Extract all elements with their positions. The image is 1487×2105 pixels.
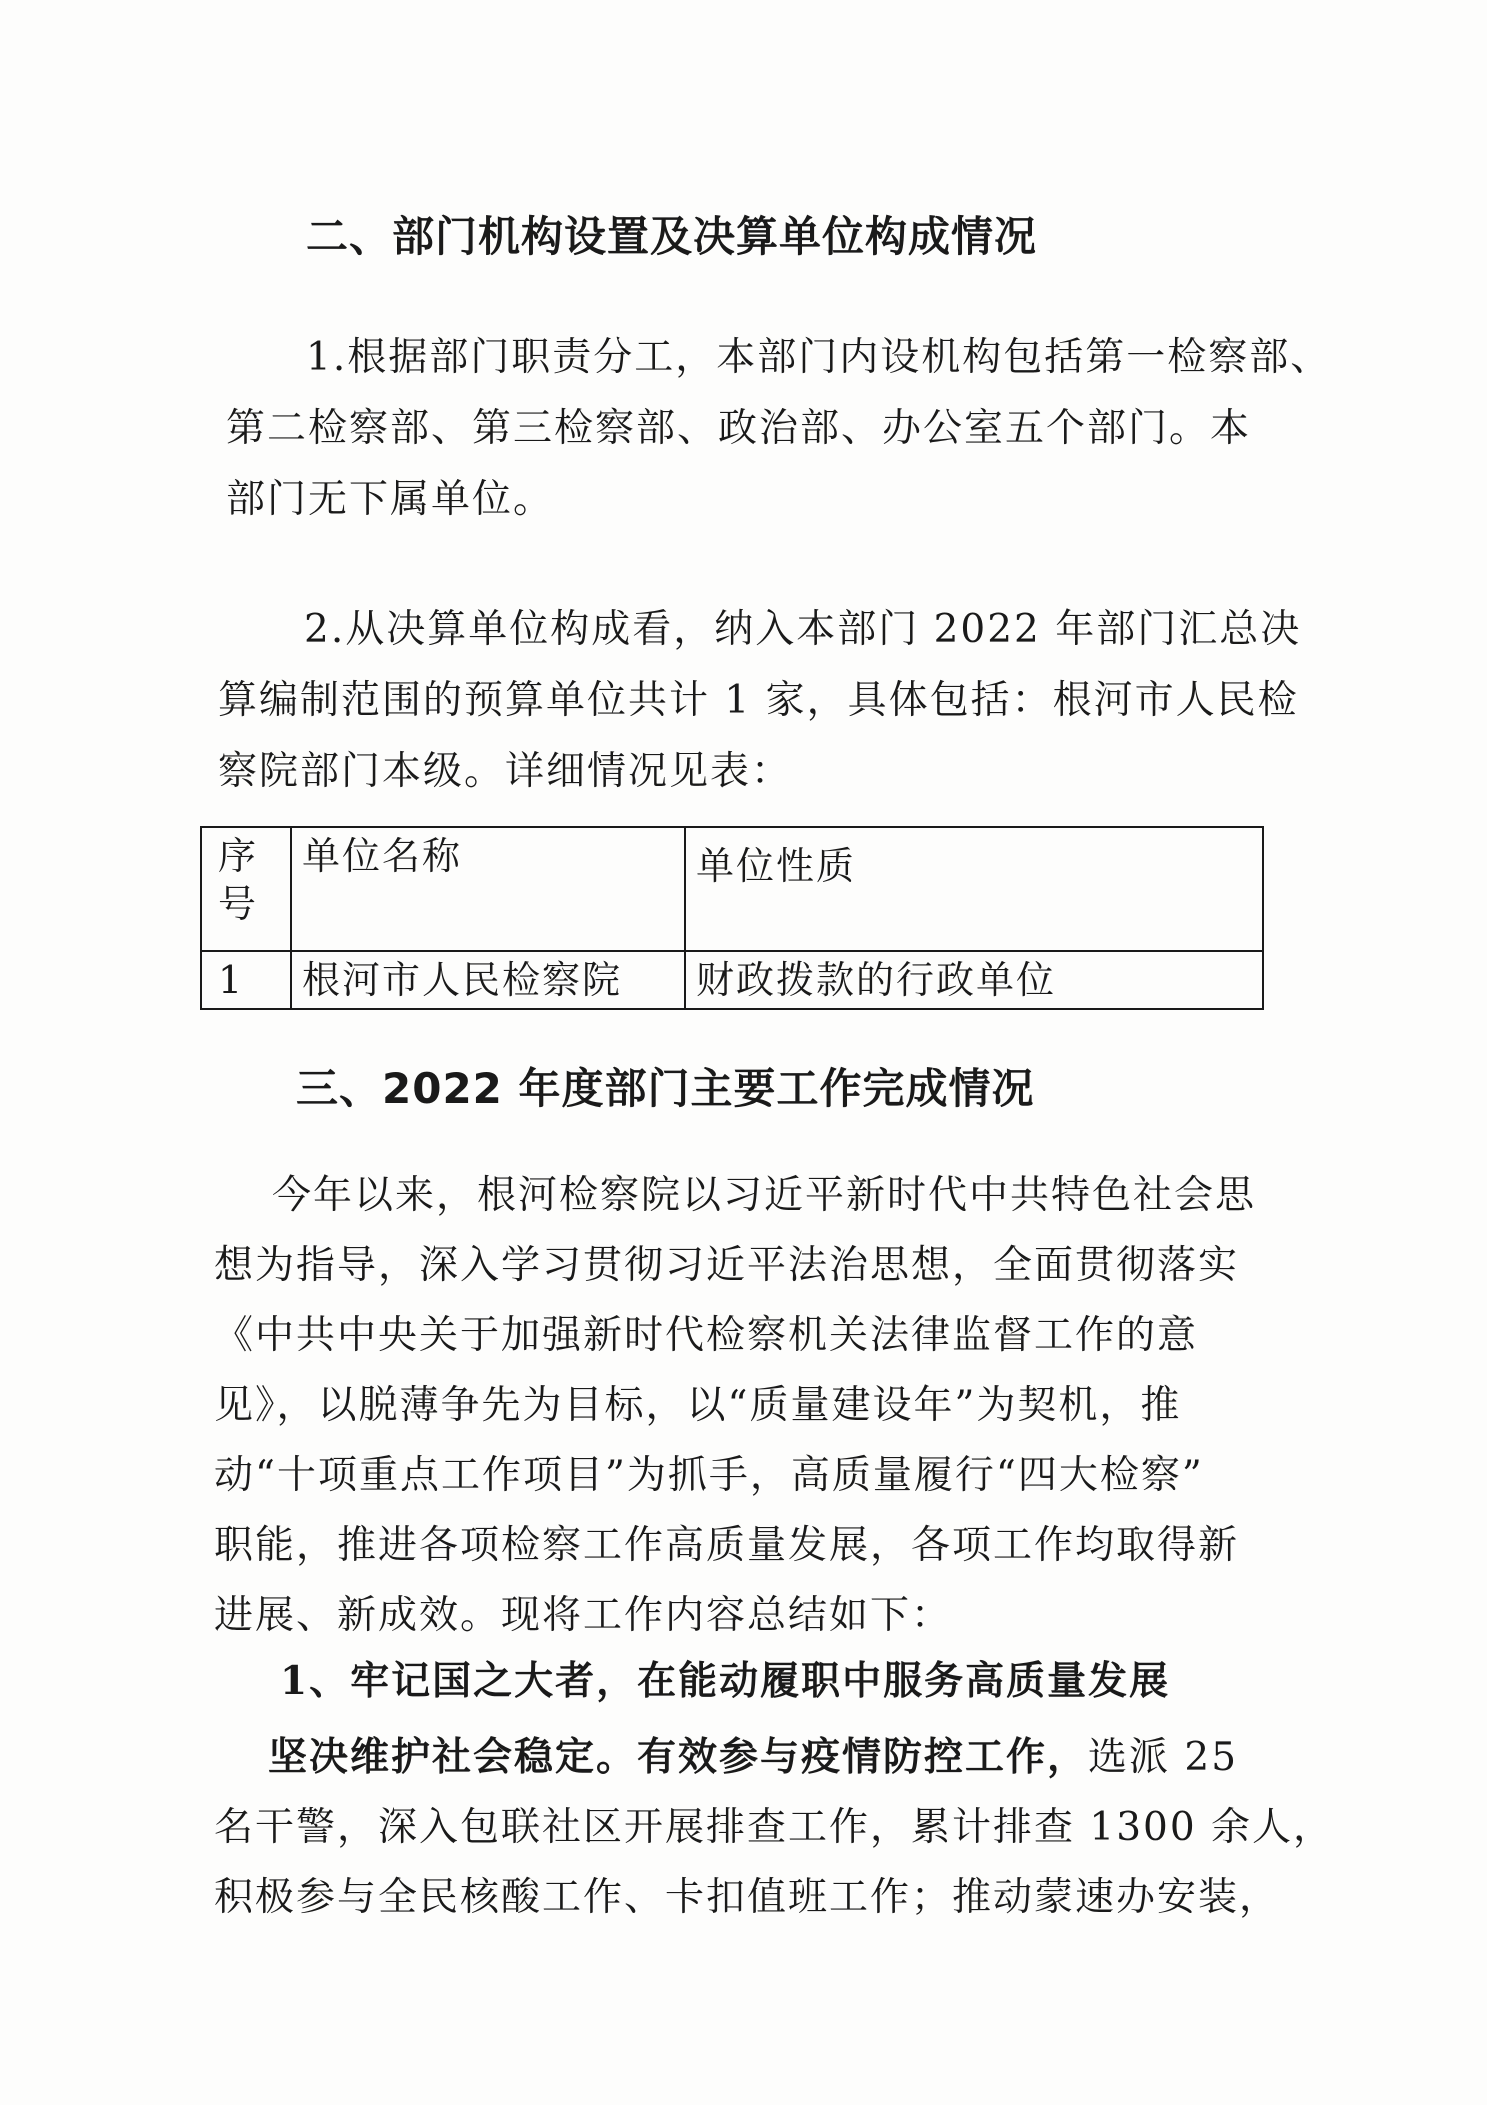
para2-line-2: 算编制范围的预算单位共计 1 家，具体包括：根河市人民检 [218,678,1299,723]
cell-seq: 1 [201,951,291,1009]
table-row [201,951,1263,1009]
para3-line-4: 见》，以脱薄争先为目标，以“质量建设年”为契机，推 [214,1383,1182,1428]
para1-line-3: 部门无下属单位。 [226,477,555,522]
para3-line-3: 《中共中央关于加强新时代检察机关法律监督工作的意 [214,1313,1199,1358]
header-unit-nature: 单位性质 [685,827,1263,951]
table-header-row [201,827,1263,951]
sub1-lead-bold: 坚决维护社会稳定。有效参与疫情防控工作， [268,1734,1089,1780]
sub1-line-1 [268,1726,1238,1782]
section-3-heading: 三、2022 年度部门主要工作完成情况 [296,1064,1035,1113]
para3-line-1: 今年以来，根河检察院以习近平新时代中共特色社会思 [272,1173,1257,1218]
para3-line-7: 进展、新成效。现将工作内容总结如下： [214,1593,953,1638]
cell-unit-nature: 财政拨款的行政单位 [685,951,1263,1009]
header-seq-line-2: 号 [218,882,259,926]
sub1-line-3: 积极参与全民核酸工作、卡扣值班工作；推动蒙速办安装， [214,1875,1281,1920]
para3-line-6: 职能，推进各项检察工作高质量发展，各项工作均取得新 [214,1523,1240,1568]
para3-line-5: 动“十项重点工作项目”为抓手，高质量履行“四大检察” [214,1453,1204,1498]
sub1-line-2: 名干警，深入包联社区开展排查工作，累计排查 1300 余人， [214,1805,1335,1850]
sub1-lead-rest: 选派 25 [1088,1735,1239,1780]
para2-line-3: 察院部门本级。详细情况见表： [218,749,793,794]
para1-line-2: 第二检察部、第三检察部、政治部、办公室五个部门。本 [226,406,1252,451]
header-seq-line-1: 序 [218,834,259,878]
para2-line-1: 2.从决算单位构成看，纳入本部门 2022 年部门汇总决 [304,607,1302,652]
para1-line-1: 1.根据部门职责分工，本部门内设机构包括第一检察部、 [306,335,1332,380]
para3-line-2: 想为指导，深入学习贯彻习近平法治思想，全面贯彻落实 [214,1243,1240,1288]
unit-table [200,826,1264,1010]
subsection-1-heading: 1、牢记国之大者，在能动履职中服务高质量发展 [280,1658,1171,1704]
header-seq [201,827,291,951]
cell-unit-name: 根河市人民检察院 [291,951,685,1009]
section-2-heading: 二、部门机构设置及决算单位构成情况 [306,212,1038,261]
header-unit-name: 单位名称 [291,827,685,951]
